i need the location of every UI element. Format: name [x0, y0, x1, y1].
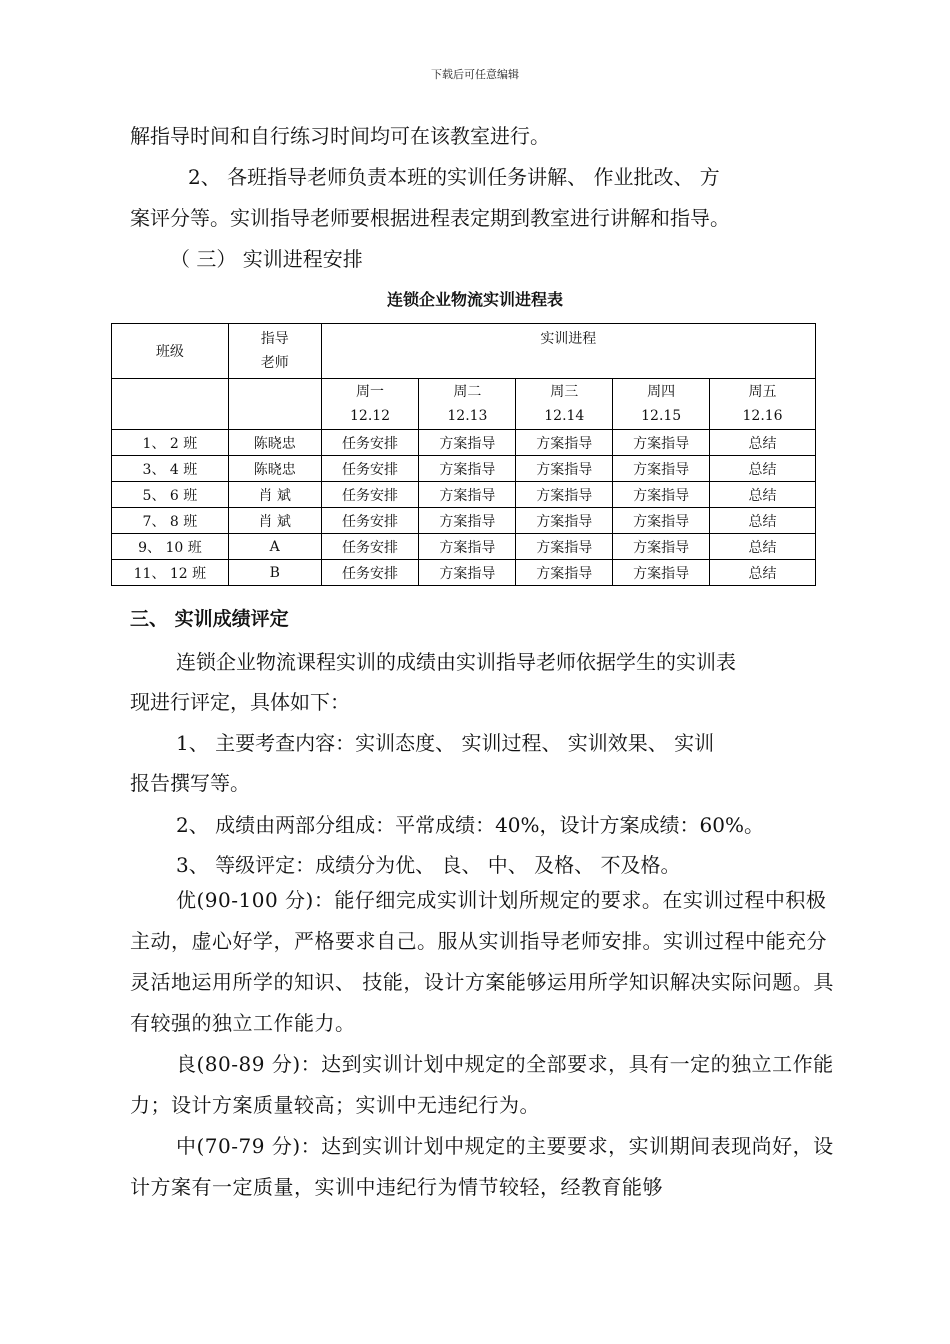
day-wed	[516, 379, 613, 430]
table-cell: 方案指导	[516, 534, 613, 560]
s3-item1-line1: 1、 主要考查内容：实训态度、 实训过程、 实训效果、 实训	[176, 731, 715, 755]
s3-item3: 3、 等级评定：成绩分为优、 良、 中、 及格、 不及格。	[176, 853, 681, 877]
table-cell: 任务安排	[321, 508, 419, 534]
table-cell: 任务安排	[321, 456, 419, 482]
table-cell: 方案指导	[613, 560, 710, 586]
table-row	[112, 456, 816, 482]
intro-line-1: 解指导时间和自行练习时间均可在该教室进行。	[130, 124, 550, 148]
day-label: 周三	[550, 384, 579, 400]
table-row	[112, 482, 816, 508]
table-cell: 方案指导	[516, 456, 613, 482]
table-cell: 方案指导	[516, 508, 613, 534]
day-fri	[710, 379, 816, 430]
table-days-row	[112, 379, 816, 430]
table-cell: 方案指导	[613, 482, 710, 508]
day-label: 12.14	[544, 408, 585, 424]
table-cell: 陈晓忠	[228, 430, 321, 456]
table-row	[112, 508, 816, 534]
day-mon	[321, 379, 419, 430]
grade-you-paragraph: 优(90-100 分)：能仔细完成实训计划所规定的要求。在实训过程中积极主动，虚心好学，严格要求自己。服从实训指导老师安排。实训过程中能充分灵活地运用所学的知识、 技能，设计方案能够运用所学知识解决实际问题。具有较强的独立工作能力。	[130, 888, 834, 1035]
table-cell: 方案指导	[419, 456, 516, 482]
day-tue	[419, 379, 516, 430]
table-cell: 5、 6 班	[112, 482, 229, 508]
table-cell: 任务安排	[321, 430, 419, 456]
table-cell: 方案指导	[516, 430, 613, 456]
table-cell: 方案指导	[613, 430, 710, 456]
day-label: 周五	[748, 384, 777, 400]
table-cell: 总结	[710, 430, 816, 456]
intro-item2-line-2: 案评分等。实训指导老师要根据进程表定期到教室进行讲解和指导。	[130, 206, 730, 230]
table-cell: 1、 2 班	[112, 430, 229, 456]
table-cell: 肖 斌	[228, 482, 321, 508]
table-row	[112, 430, 816, 456]
s3-p1-line1: 连锁企业物流课程实训的成绩由实训指导老师依据学生的实训表	[176, 650, 736, 674]
s3-p1-line2: 现进行评定，具体如下：	[130, 690, 350, 714]
table-cell: 总结	[710, 482, 816, 508]
section-heading: 三、 实训成绩评定	[130, 608, 289, 630]
header-teacher	[228, 324, 321, 379]
table-cell: 方案指导	[419, 482, 516, 508]
header-teacher-line2: 老师	[260, 355, 289, 371]
table-cell: 方案指导	[419, 534, 516, 560]
days-empty-cell	[112, 379, 229, 430]
table-cell: B	[228, 560, 321, 586]
table-cell: 方案指导	[419, 430, 516, 456]
schedule-table	[111, 323, 816, 586]
day-label: 12.16	[742, 408, 783, 424]
table-cell: A	[228, 534, 321, 560]
table-cell: 11、 12 班	[112, 560, 229, 586]
grade-liang-paragraph: 良(80-89 分)：达到实训计划中规定的全部要求，具有一定的独立工作能力；设计方案质量较高；实训中无违纪行为。	[130, 1052, 834, 1117]
s3-item2: 2、 成绩由两部分组成：平常成绩：40%，设计方案成绩：60%。	[176, 813, 764, 837]
table-cell: 方案指导	[516, 482, 613, 508]
table-cell: 方案指导	[516, 560, 613, 586]
table-cell: 方案指导	[419, 508, 516, 534]
table-cell: 总结	[710, 534, 816, 560]
day-label: 12.13	[447, 408, 488, 424]
table-cell: 方案指导	[613, 456, 710, 482]
table-cell: 总结	[710, 508, 816, 534]
s3-item1-line2: 报告撰写等。	[130, 771, 250, 795]
table-cell: 9、 10 班	[112, 534, 229, 560]
table-cell: 陈晓忠	[228, 456, 321, 482]
header-teacher-line1: 指导	[260, 331, 289, 347]
table-cell: 总结	[710, 560, 816, 586]
table-cell: 方案指导	[419, 560, 516, 586]
table-cell: 7、 8 班	[112, 508, 229, 534]
table-cell: 方案指导	[613, 534, 710, 560]
subheading-schedule: （ 三） 实训进程安排	[170, 247, 363, 271]
table-header-row	[112, 324, 816, 379]
day-label: 12.12	[350, 408, 391, 424]
table-cell: 任务安排	[321, 560, 419, 586]
day-label: 周一	[356, 384, 385, 400]
table-cell: 任务安排	[321, 534, 419, 560]
day-label: 周四	[647, 384, 676, 400]
table-title: 连锁企业物流实训进程表	[386, 290, 563, 309]
intro-item2-line-1: 2、 各班指导老师负责本班的实训任务讲解、 作业批改、 方	[188, 165, 720, 189]
page-header: 下载后可任意编辑	[431, 68, 519, 81]
table-cell: 任务安排	[321, 482, 419, 508]
grade-zhong-paragraph: 中(70-79 分)：达到实训计划中规定的主要要求，实训期间表现尚好，设计方案有一定质量，实训中违纪行为情节较轻，经教育能够	[130, 1134, 834, 1199]
day-label: 12.15	[641, 408, 682, 424]
header-class: 班级	[112, 324, 229, 379]
day-thu	[613, 379, 710, 430]
table-cell: 肖 斌	[228, 508, 321, 534]
header-progress: 实训进程	[321, 324, 815, 379]
day-label: 周二	[453, 384, 482, 400]
table-cell: 方案指导	[613, 508, 710, 534]
days-empty-cell	[228, 379, 321, 430]
table-cell: 总结	[710, 456, 816, 482]
table-row	[112, 560, 816, 586]
table-row	[112, 534, 816, 560]
table-cell: 3、 4 班	[112, 456, 229, 482]
